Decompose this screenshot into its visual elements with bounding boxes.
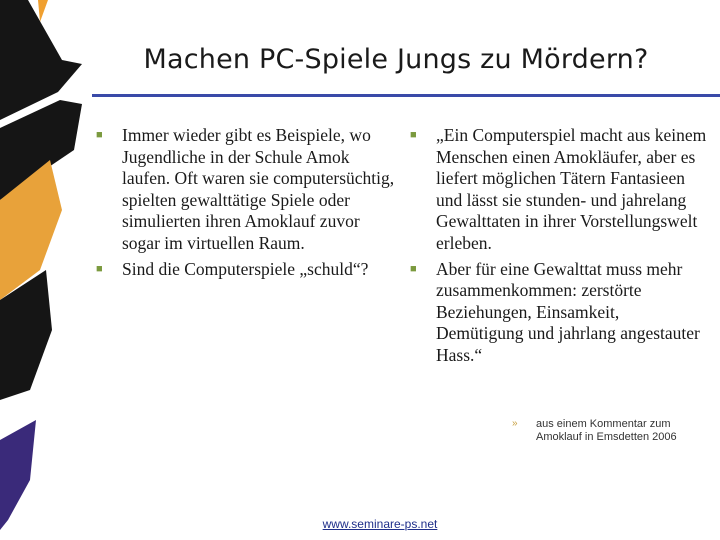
square-bullet-icon: ■	[410, 129, 417, 141]
footer	[0, 517, 720, 531]
right-bullet-2-text: Aber für eine Gewalttat muss mehr zusammenkommen: zerstörte Beziehungen, Einsamkeit, Demütigung und jahrlang angestauter Hass.“	[436, 258, 700, 365]
square-bullet-icon: ■	[410, 262, 417, 275]
deco-purple-bottom	[0, 420, 36, 530]
left-bullet-2	[96, 259, 396, 281]
square-bullet-icon: ■	[96, 262, 103, 275]
left-bullet-1-text: Immer wieder gibt es Beispiele, wo Jugendliche in der Schule Amok laufen. Oft waren sie computersüchtig, spielten gewalttätige Spiele oder simulierten ihren Amoklauf zuvor sogar im virtuellen Raum.	[122, 125, 395, 253]
decorative-side-shapes	[0, 0, 100, 540]
slide-title: Machen PC-Spiele Jungs zu Mördern?	[143, 44, 649, 75]
right-bullet-1-text: „Ein Computerspiel macht aus keinem Menschen einen Amokläufer, aber es liefert möglichen Tätern Fantasieen und lässt sie stunden- und jahrelang Gewalttaten in ihrer Vorstellungswelt erleben.	[436, 125, 707, 253]
footer-link[interactable]: www.seminare-ps.net	[322, 517, 438, 531]
square-bullet-icon: ■	[96, 129, 103, 141]
right-bullet-2	[410, 259, 710, 367]
source-note-text: aus einem Kommentar zum Amoklauf in Emsdetten 2006	[536, 418, 677, 443]
double-chevron-right-icon: »	[512, 418, 518, 429]
deco-orange-top	[38, 0, 48, 22]
source-note	[512, 418, 712, 443]
left-column	[96, 125, 396, 284]
right-column	[410, 125, 710, 371]
left-bullet-1	[96, 125, 396, 255]
title-underline	[92, 94, 720, 97]
left-bullet-2-text: Sind die Computerspiele „schuld“?	[122, 258, 369, 279]
right-bullet-1	[410, 125, 710, 255]
